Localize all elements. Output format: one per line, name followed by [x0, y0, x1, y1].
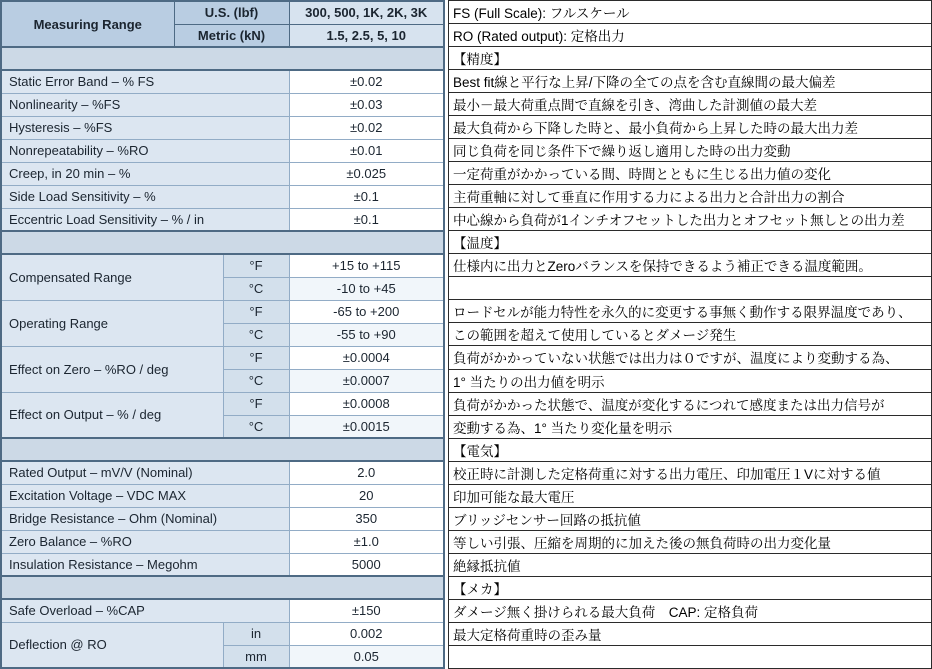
spec-label: Safe Overload – %CAP [1, 599, 289, 622]
note-row: 絶縁抵抗値 [449, 553, 932, 576]
spec-value: -65 to +200 [289, 300, 444, 323]
spec-value: +15 to +115 [289, 254, 444, 277]
spec-label: Deflection @ RO [1, 622, 223, 668]
note-section-header: 【メカ】 [449, 576, 932, 599]
note-row: ダメージ無く掛けられる最大負荷 CAP: 定格負荷 [449, 599, 932, 622]
spec-label: Effect on Output – % / deg [1, 392, 223, 438]
spec-value: ±0.01 [289, 139, 444, 162]
unit-cell: mm [223, 645, 289, 668]
unit-cell: °C [223, 323, 289, 346]
measuring-range-title: Measuring Range [1, 1, 174, 47]
unit-cell: °C [223, 277, 289, 300]
spec-value: ±150 [289, 599, 444, 622]
spec-value: ±0.1 [289, 208, 444, 231]
spec-value: -10 to +45 [289, 277, 444, 300]
unit-cell: °F [223, 392, 289, 415]
note-row: 負荷がかかっていない状態では出力は０ですが、温度により変動する為、 [449, 346, 932, 369]
note-row: 等しい引張、圧縮を周期的に加えた後の無負荷時の出力変化量 [449, 530, 932, 553]
note-row: 主荷重軸に対して垂直に作用する力による出力と合計出力の割合 [449, 185, 932, 208]
section-spacer-electrical [1, 438, 444, 461]
note-row: 最大負荷から下降した時と、最小負荷から上昇した時の最大出力差 [449, 116, 932, 139]
note-row: 中心線から負荷が1インチオフセットした出力とオフセット無しとの出力差 [449, 208, 932, 231]
spec-label: Rated Output – mV/V (Nominal) [1, 461, 289, 484]
spec-value: 350 [289, 507, 444, 530]
spec-label: Nonrepeatability – %RO [1, 139, 289, 162]
unit-cell: °F [223, 300, 289, 323]
spec-value: ±0.1 [289, 185, 444, 208]
note-section-header: 【温度】 [449, 231, 932, 254]
note-row: 負荷がかかった状態で、温度が変化するにつれて感度または出力信号が [449, 392, 932, 415]
spec-value: 2.0 [289, 461, 444, 484]
spec-label: Hysteresis – %FS [1, 116, 289, 139]
note-row: FS (Full Scale): フルスケール [449, 1, 932, 24]
spec-label: Static Error Band – % FS [1, 70, 289, 93]
spec-label: Compensated Range [1, 254, 223, 300]
spec-label: Zero Balance – %RO [1, 530, 289, 553]
spec-label: Side Load Sensitivity – % [1, 185, 289, 208]
note-row: 仕様内に出力とZeroバランスを保持できるよう補正できる温度範囲。 [449, 254, 932, 277]
spec-label: Nonlinearity – %FS [1, 93, 289, 116]
spec-label: Excitation Voltage – VDC MAX [1, 484, 289, 507]
spec-label: Eccentric Load Sensitivity – % / in [1, 208, 289, 231]
note-row: 変動する為、1° 当たり変化量を明示 [449, 415, 932, 438]
unit-cell: °C [223, 415, 289, 438]
us-unit-label: U.S. (lbf) [174, 1, 289, 24]
spec-value: 0.05 [289, 645, 444, 668]
spec-label: Creep, in 20 min – % [1, 162, 289, 185]
note-row: RO (Rated output): 定格出力 [449, 24, 932, 47]
note-section-header: 【精度】 [449, 47, 932, 70]
note-row [449, 277, 932, 300]
note-row: 最大定格荷重時の歪み量 [449, 622, 932, 645]
section-spacer-mechanical [1, 576, 444, 599]
note-row: 印加可能な最大電圧 [449, 484, 932, 507]
note-row: 1° 当たりの出力値を明示 [449, 369, 932, 392]
spec-value: ±0.0008 [289, 392, 444, 415]
note-row: ロードセルが能力特性を永久的に変更する事無く動作する限界温度であり、 [449, 300, 932, 323]
unit-cell: in [223, 622, 289, 645]
unit-cell: °F [223, 254, 289, 277]
notes-table [448, 0, 932, 669]
note-row: 一定荷重がかかっている間、時間とともに生じる出力値の変化 [449, 162, 932, 185]
section-spacer-temperature [1, 231, 444, 254]
us-range-value: 300, 500, 1K, 2K, 3K [289, 1, 444, 24]
note-row: Best fit線と平行な上昇/下降の全ての点を含む直線間の最大偏差 [449, 70, 932, 93]
unit-cell: °F [223, 346, 289, 369]
spec-value: ±0.03 [289, 93, 444, 116]
spec-label: Bridge Resistance – Ohm (Nominal) [1, 507, 289, 530]
specification-table [0, 0, 445, 669]
spec-value: 0.002 [289, 622, 444, 645]
spec-value: ±0.0007 [289, 369, 444, 392]
spec-value: -55 to +90 [289, 323, 444, 346]
spec-label: Effect on Zero – %RO / deg [1, 346, 223, 392]
note-section-header: 【電気】 [449, 438, 932, 461]
spec-label: Operating Range [1, 300, 223, 346]
note-row: ブリッジセンサー回路の抵抗値 [449, 507, 932, 530]
note-row: 最小－最大荷重点間で直線を引き、湾曲した計測値の最大差 [449, 93, 932, 116]
note-row: 同じ負荷を同じ条件下で繰り返し適用した時の出力変動 [449, 139, 932, 162]
unit-cell: °C [223, 369, 289, 392]
spec-value: 5000 [289, 553, 444, 576]
spec-value: ±0.0004 [289, 346, 444, 369]
spec-label: Insulation Resistance – Megohm [1, 553, 289, 576]
spec-value: ±0.0015 [289, 415, 444, 438]
note-row: 校正時に計測した定格荷重に対する出力電圧、印加電圧１Vに対する値 [449, 461, 932, 484]
metric-unit-label: Metric (kN) [174, 24, 289, 47]
spec-value: ±0.02 [289, 70, 444, 93]
note-row [449, 645, 932, 668]
note-row: この範囲を超えて使用しているとダメージ発生 [449, 323, 932, 346]
spec-value: ±0.025 [289, 162, 444, 185]
spec-value: ±1.0 [289, 530, 444, 553]
section-spacer-accuracy [1, 47, 444, 70]
metric-range-value: 1.5, 2.5, 5, 10 [289, 24, 444, 47]
spec-value: ±0.02 [289, 116, 444, 139]
spec-value: 20 [289, 484, 444, 507]
